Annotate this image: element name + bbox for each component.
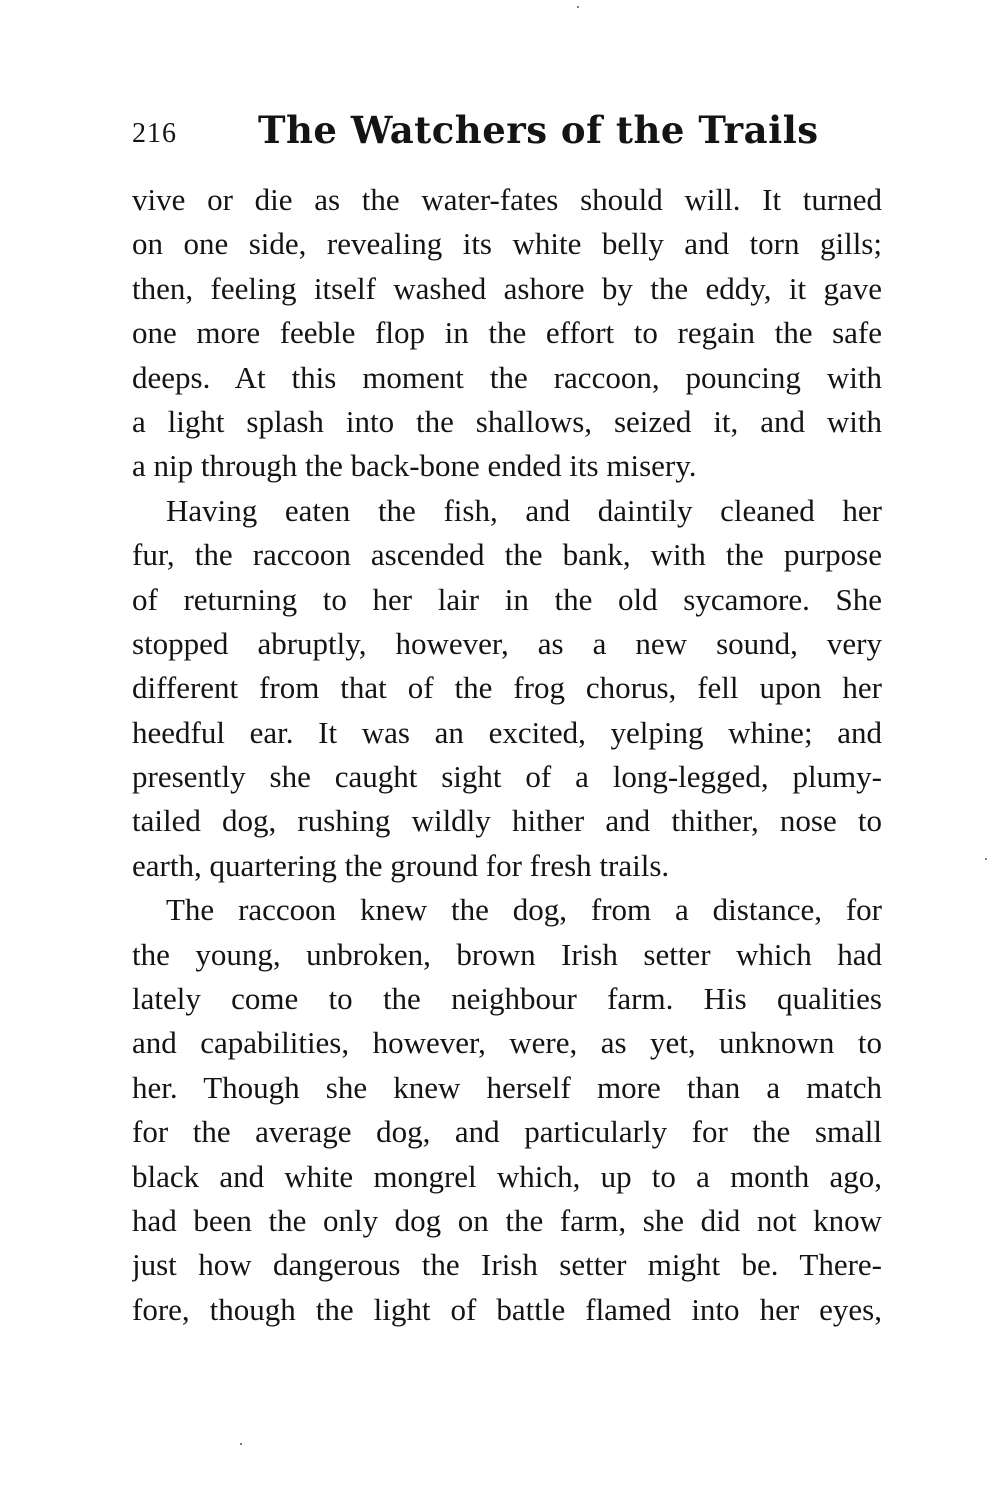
body-text xyxy=(132,178,882,1332)
paragraph-1 xyxy=(132,178,882,489)
text-line: tailed dog, rushing wildly hither and thither, nose to xyxy=(132,803,882,839)
text-line: fore, though the light of battle flamed into her eyes, xyxy=(132,1291,882,1327)
text-line: then, feeling itself washed ashore by the eddy, it gave xyxy=(132,270,882,306)
text-line: different from that of the frog chorus, fell upon her xyxy=(132,670,882,706)
text-line: deeps. At this moment the raccoon, pouncing with xyxy=(132,359,882,395)
text-line: black and white mongrel which, up to a month ago, xyxy=(132,1158,882,1194)
text-line: on one side, revealing its white belly and torn gills; xyxy=(132,226,882,262)
text-line: for the average dog, and particularly for the small xyxy=(132,1114,882,1150)
text-line: vive or die as the water-fates should will. It turned xyxy=(132,182,882,217)
text-line: lately come to the neighbour farm. His qualities xyxy=(132,981,882,1017)
scan-speck xyxy=(240,1443,242,1445)
text-line: a nip through the back-bone ended its misery. xyxy=(132,448,697,484)
text-line: fur, the raccoon ascended the bank, with the purpose xyxy=(132,537,882,573)
text-line: earth, quartering the ground for fresh trails. xyxy=(132,847,670,883)
text-line: stopped abruptly, however, as a new sound, very xyxy=(132,625,882,661)
text-line: her. Though she knew herself more than a match xyxy=(132,1069,882,1105)
paragraph-3 xyxy=(132,888,882,1332)
text-line: a light splash into the shallows, seized it, and with xyxy=(132,403,882,439)
text-line: heedful ear. It was an excited, yelping whine; and xyxy=(132,714,882,750)
scan-speck xyxy=(985,858,987,860)
text-line: and capabilities, however, were, as yet, unknown to xyxy=(132,1025,882,1061)
text-line: had been the only dog on the farm, she did not know xyxy=(132,1202,882,1238)
running-head xyxy=(132,108,892,158)
page-number: 216 xyxy=(132,118,177,149)
text-line: the young, unbroken, brown Irish setter which had xyxy=(132,936,882,972)
text-line: Having eaten the fish, and daintily cleaned her xyxy=(166,492,882,528)
text-line: presently she caught sight of a long-legged, plumy- xyxy=(132,759,882,795)
paragraph-2 xyxy=(132,489,882,889)
running-title: The Watchers of the Trails xyxy=(258,108,819,152)
text-line: of returning to her lair in the old sycamore. She xyxy=(132,581,882,617)
text-line: one more feeble flop in the effort to regain the safe xyxy=(132,315,882,351)
text-line: just how dangerous the Irish setter might be. There- xyxy=(132,1247,882,1283)
text-line: The raccoon knew the dog, from a distance, for xyxy=(166,892,882,928)
scan-speck xyxy=(577,6,579,8)
